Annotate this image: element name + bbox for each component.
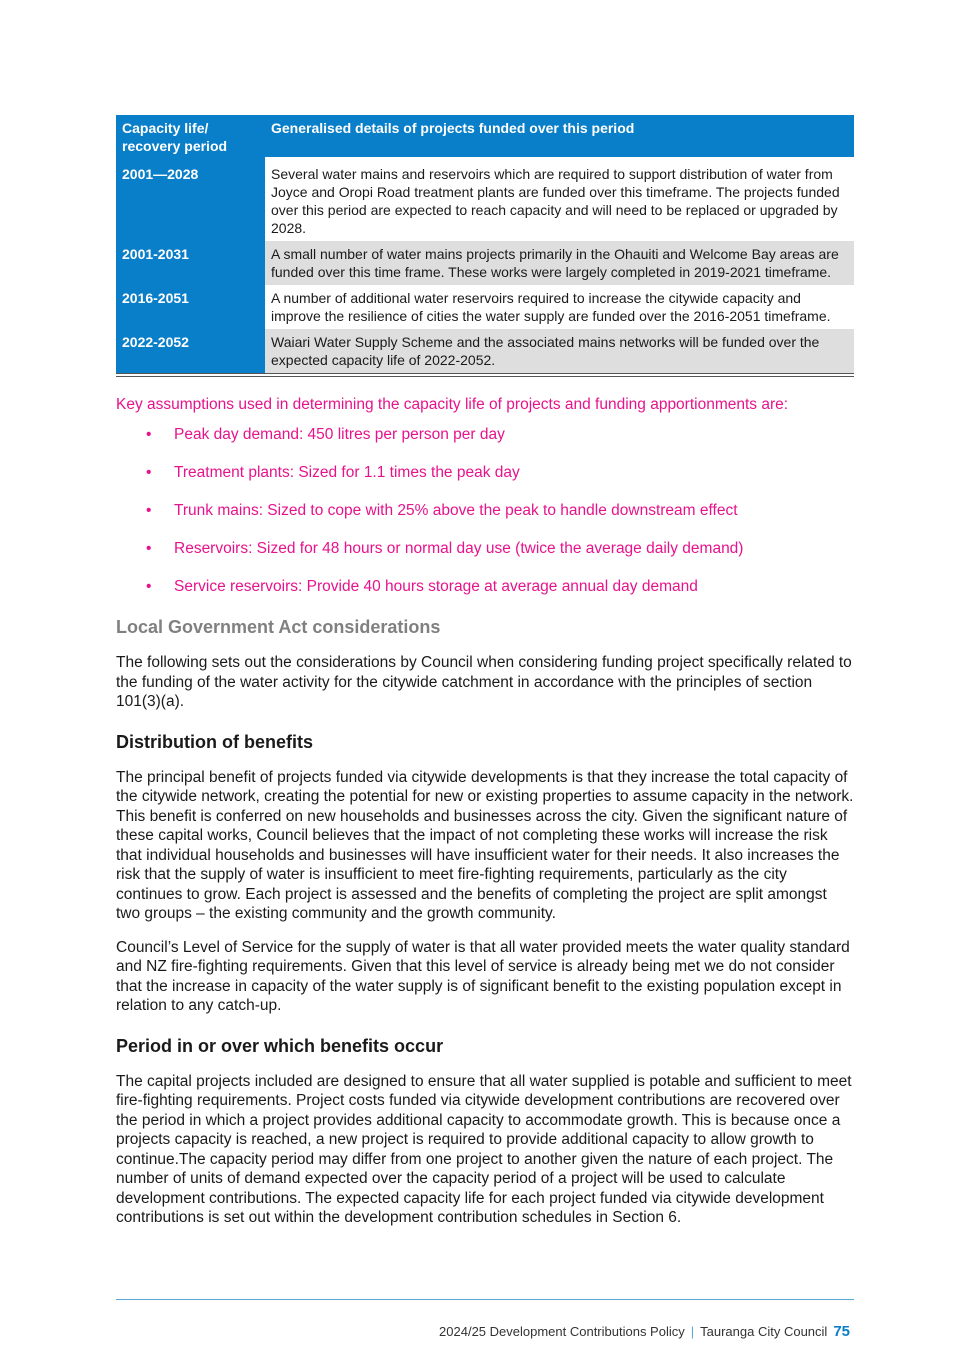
table-row <box>116 285 854 329</box>
assumption-text: Service reservoirs: Provide 40 hours storage at average annual day demand <box>174 578 698 595</box>
footer-doc-title: 2024/25 Development Contributions Policy <box>439 1324 685 1339</box>
bullet-icon: • <box>146 540 152 557</box>
list-item <box>116 501 854 521</box>
table-row <box>116 329 854 373</box>
key-assumptions-intro: Key assumptions used in determining the capacity life of projects and funding apportionments are: <box>116 396 789 413</box>
key-assumptions-list <box>116 425 854 597</box>
row-period: 2016-2051 <box>116 285 265 329</box>
assumption-text: Reservoirs: Sized for 48 hours or normal day use (twice the average daily demand) <box>174 540 744 557</box>
table-row <box>116 161 854 241</box>
row-details: Several water mains and reservoirs which are required to support distribution of water from Joyce and Oropi Road treatment plants are funded over this timeframe. The projects funded over this period are expected to reach capacity and will need to be replaced or upgraded by 2028. <box>265 161 854 241</box>
row-details: Waiari Water Supply Scheme and the associated mains networks will be funded over the expected capacity life of 2022-2052. <box>265 329 854 373</box>
distribution-paragraph-1: The principal benefit of projects funded via citywide developments is that they increase the total capacity of the citywide network, creating the potential for new or existing properties to assume capacity in the network. This benefit is conferred on new households and businesses across the city. Given the significant nature of these capital works, Council believes that the impact of not completing these works will increase the risk that individual households and businesses will have insufficient water for their needs. It also increases the risk that the supply of water is insufficient to meet fire-fighting requirements, particularly as the city continues to grow. Each project is assessed and the benefits of completing the project are split amongst two groups – the existing community and the growth community. <box>116 768 854 922</box>
page-content <box>116 115 854 1228</box>
list-item <box>116 539 854 559</box>
table-header-row <box>116 115 854 157</box>
assumption-text: Trunk mains: Sized to cope with 25% above the peak to handle downstream effect <box>174 502 738 519</box>
assumption-text: Peak day demand: 450 litres per person per day <box>174 426 505 443</box>
period-heading: Period in or over which benefits occur <box>116 1035 444 1056</box>
distribution-paragraph-2: Council’s Level of Service for the supply of water is that all water provided meets the water quality standard and NZ fire-fighting requirements. Given that this level of service is already being met we do not consider that the increase in capacity of the water supply is of significant benefit to the existing population except in relation to any catch-up. <box>116 938 850 1014</box>
row-details: A small number of water mains projects primarily in the Ohauiti and Welcome Bay areas are funded over this time frame. These works were largely completed in 2019-2021 timeframe. <box>265 241 854 285</box>
assumption-text: Treatment plants: Sized for 1.1 times the peak day <box>174 464 520 481</box>
list-item <box>116 425 854 445</box>
table-row <box>116 241 854 285</box>
header-capacity-period: Capacity life/ recovery period <box>116 115 265 157</box>
capacity-life-table <box>116 115 854 373</box>
lga-heading: Local Government Act considerations <box>116 617 441 637</box>
page-number: 75 <box>833 1323 850 1340</box>
lga-intro: The following sets out the considerations by Council when considering funding project specifically related to the funding of the water activity for the citywide catchment in accordance with the principles of section 101(3)(a). <box>116 654 852 710</box>
list-item <box>116 577 854 597</box>
page-footer <box>439 1323 850 1340</box>
footer-org: Tauranga City Council <box>700 1324 828 1339</box>
row-period: 2001-2031 <box>116 241 265 285</box>
footer-separator: | <box>690 1324 695 1339</box>
period-paragraph: The capital projects included are designed to ensure that all water supplied is potable and sufficient to meet fire-fighting requirements. Project costs funded via citywide development contributions are recovered over the period in which a project provides additional capacity to accommodate growth. This is because once a projects capacity is reached, a new project is required to provide additional capacity to allow growth to continue.The capacity period may differ from one project to another given the nature of each project. The number of units of demand expected over the capacity period of a project will be used to calculate development contributions. The expected capacity life for each project funded via citywide development contributions is set out within the development contribution schedules in Section 6. <box>116 1072 852 1226</box>
row-period: 2001—2028 <box>116 161 265 241</box>
bullet-icon: • <box>146 426 152 443</box>
list-item <box>116 463 854 483</box>
distribution-heading: Distribution of benefits <box>116 731 313 752</box>
row-details: A number of additional water reservoirs required to increase the citywide capacity and improve the resilience of cities the water supply are funded over the 2016-2051 timeframe. <box>265 285 854 329</box>
bullet-icon: • <box>146 578 152 595</box>
bullet-icon: • <box>146 502 152 519</box>
row-period: 2022-2052 <box>116 329 265 373</box>
footer-divider <box>116 1299 854 1300</box>
table-bottom-rule <box>116 373 854 377</box>
bullet-icon: • <box>146 464 152 481</box>
header-project-details: Generalised details of projects funded over this period <box>265 115 854 157</box>
